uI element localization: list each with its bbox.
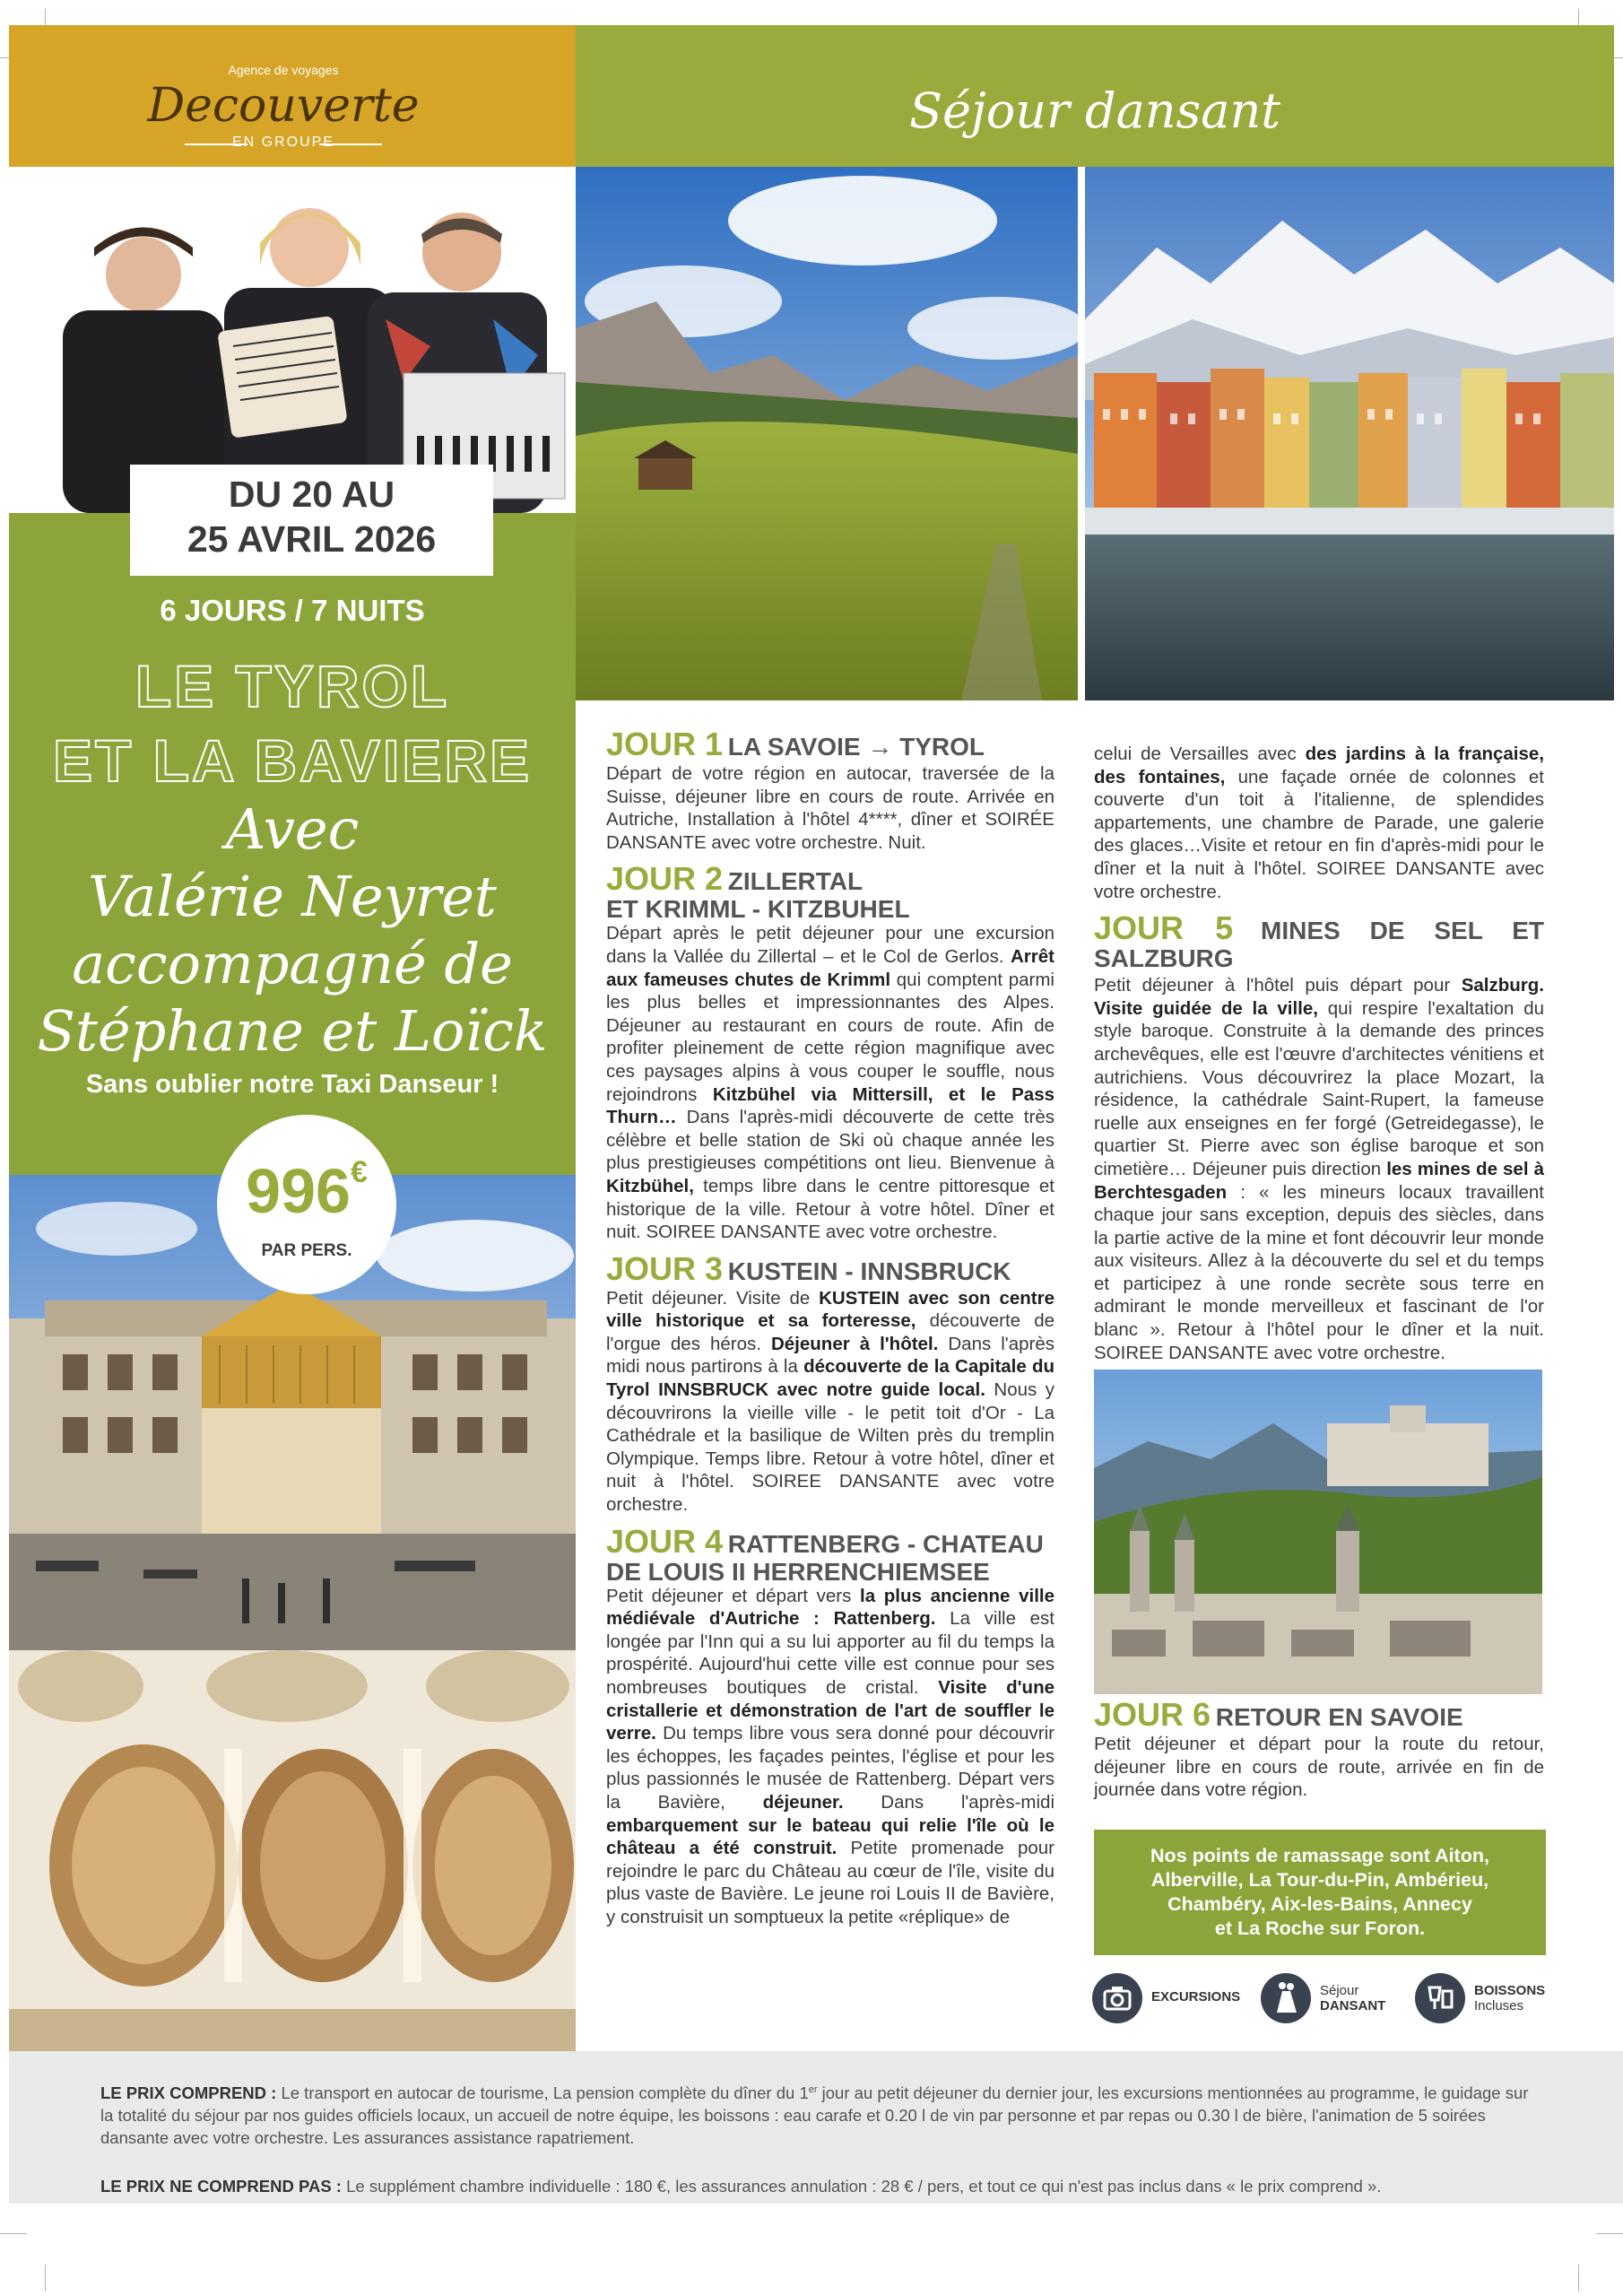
day-2-text: Départ après le petit déjeuner pour une excursion dans la Vallée du Zillertal – et le Col de Gerlos. Arrêt aux fameuses chutes de Krimml qui comptent parmi les plus belles et impressionnantes des Alpes. Déjeuner au restaurant en cours de route. Afin de profiter pleinement de cette région magnifique avec ces paysages alpins à vous couper le souffle, nous rejoindrons Kitzbühel via Mittersill, et le Pass Thurn… Dans l'après-midi découverte de cette très célèbre et belle station de Ski où chaque année les plus prestigieuses compétitions ont lieu. Bienvenue à Kitzbühel, temps libre dans le centre pittoresque et historique de la ville. Retour à votre hôtel. Dîner et nuit. SOIREE DANSANTE avec votre orchestre. (606, 923, 1055, 1243)
day-1-heading (606, 726, 1055, 762)
day-6-number: JOUR 6 (1094, 1696, 1211, 1733)
day-1-title: LA SAVOIE → TYROL (727, 733, 985, 761)
trip-duration: 6 JOURS / 7 NUITS (160, 594, 425, 627)
day-5-text: Petit déjeuner à l'hôtel puis départ pour Salzburg. Visite guidée de la ville, qui respire l'exaltation du style baroque. Construite à la demande des princes archevêques, elle est l'œuvre d'architectes vénitiens et autrichiens. Vous découvrirez la place Mozart, la résidence, la cathédrale Saint-Rupert, la fameuse ruelle aux enseignes en fer forgé (Getreidegasse), le quartier St. Pierre avec son église baroque et son cimetière… Déjeuner puis direction les mines de sel à Berchtesgaden : « les mineurs locaux travaillent chaque jour sans exception, depuis des siècles, dans la partie active de la mine et font découvrir leur monde aux visiteurs. Allez à la découverte du sel et du temps et participez à une ronde secrète sous terre en admirant le monde merveilleux et fascinant de l'or blanc ». Retour à l'hôtel pour le dîner et la nuit. SOIREE DANSANTE avec votre orchestre. (1094, 975, 1545, 1363)
pickup-line-4: et La Roche sur Foron. (1214, 1918, 1426, 1939)
day-3-title: KUSTEIN - INNSBRUCK (727, 1257, 1011, 1285)
day-4-text: Petit déjeuner et départ vers la plus ancienne ville médiévale d'Autriche : Rattenberg. La ville est longée par l'Inn qui a su lui apporter au fil du temps la prospérité. Aujourd'hui cette ville est connue pour ses nombreuses boutiques de cristal. Visite d'une cristallerie et démonstration de l'art de souffler le verre. Du temps libre vous sera donné pour découvrir les échoppes, les façades peintes, l'église et pour les plus passionnés le musée de Rattenberg. Départ vers la Bavière, déjeuner. Dans l'après-midi embarquement sur le bateau qui relie l'île où le château a été construit. Petite promenade pour rejoindre le parc du Château au cœur de l'île, visite du plus vaste de Bavière. Le jeune roi Louis II de Bavière, y construisit un somptueux la petite «réplique» de (606, 1585, 1055, 1927)
date-line-2: 25 AVRIL 2026 (187, 518, 437, 560)
logo-tagline: Agence de voyages (228, 63, 339, 77)
camera-icon (1092, 1973, 1142, 2023)
day-2-title-2: ET KRIMML - KITZBUHEL (606, 895, 910, 924)
pickup-points-box (1094, 1830, 1546, 1955)
day-1-number: JOUR 1 (606, 726, 724, 762)
pickup-line-2: Alberville, La Tour-du-Pin, Ambérieu, (1150, 1869, 1489, 1891)
day-4-heading (606, 1522, 1055, 1586)
price-excludes: LE PRIX NE COMPREND PAS : Le supplément chambre individuelle : 180 €, les assurances annulation : 28 € / pers, et tout ce qui n'est pas inclus dans « le prix comprend ». (100, 2177, 1382, 2196)
day-4-number: JOUR 4 (606, 1522, 724, 1560)
badge-boissons: BOISSONS Incluses (1474, 1983, 1546, 2013)
itinerary-column-2-end (1094, 1696, 1544, 1807)
day-2-heading (606, 860, 1055, 924)
taxi-danseur-note: Sans oublier notre Taxi Danseur ! (85, 1070, 499, 1099)
drinks-icon (1415, 1973, 1465, 2023)
day-6-text: Petit déjeuner et départ pour la route du retour, déjeuner libre en cours de route, arrivée en fin de journée dans votre région. (1094, 1734, 1544, 1801)
crop-mark (1578, 2265, 1579, 2292)
day-5-number: JOUR 5 (1094, 909, 1234, 947)
day-5-heading (1094, 909, 1545, 974)
performers-line-4: Stéphane et Loïck (37, 998, 548, 1064)
day-5-title: MINES DE SEL ET SALZBURG (1094, 917, 1545, 973)
day-4-title-1: RATTENBERG - CHATEAU (727, 1529, 1044, 1558)
salzburg-photo (1094, 1370, 1542, 1694)
innsbruck-river-photo (1085, 167, 1614, 700)
day-2-number: JOUR 2 (606, 860, 724, 898)
price-currency: € (350, 1155, 368, 1189)
day-2-title-1: ZILLERTAL (727, 867, 864, 896)
badge-sejour: Séjour DANSANT (1320, 1983, 1386, 2013)
alpine-meadow-photo (576, 167, 1078, 700)
day-6-heading (1094, 1696, 1544, 1733)
day-3-text: Petit déjeuner. Visite de KUSTEIN avec son centre ville historique et sa forteresse, découverte de l'orgue des héros. Déjeuner à l'hôtel. Dans l'après midi nous partirons à la découverte de la Capitale du Tyrol INNSBRUCK avec notre guide local. Nous y découvrirons la vieille ville - le petit toit d'Or - La Cathédrale et la basilique de Wilten près du tremplin Olympique. Temps libre. Retour à votre hôtel, dîner et nuit à l'hôtel. SOIREE DANSANTE avec votre orchestre. (606, 1287, 1055, 1516)
day-3-heading (606, 1249, 1055, 1287)
pickup-line-3: Chambéry, Aix-les-Bains, Annecy (1167, 1893, 1472, 1915)
day-6-title: RETOUR EN SAVOIE (1215, 1703, 1463, 1731)
pickup-line-1: Nos points de ramassage sont Aiton, (1150, 1845, 1489, 1866)
itinerary-column-1 (606, 728, 1055, 1935)
day-1-text: Départ de votre région en autocar, traversée de la Suisse, déjeuner libre en cours de route. Arrivée en Autriche, Installation à l'hôtel 4****, dîner et SOIRÉE DANSANTE avec votre orchestre. Nuit. (606, 763, 1055, 853)
badge-excursions: EXCURSIONS (1151, 1989, 1241, 2005)
day-3-number: JOUR 3 (606, 1249, 724, 1287)
performers-line-2: Valérie Neyret (88, 864, 497, 929)
crop-mark (1596, 2233, 1623, 2234)
price-includes: LE PRIX COMPREND : Le transport en autocar de tourisme, La pension complète du dîner du 1er jour au petit déjeuner du dernier jour, les excursions mentionnées au programme, le guidage sur la totalité du séjour par nos guides officiels locaux, un accueil de notre équipe, les boissons : eau carafe et 0.20 l de vin par personne et par repas ou 0.30 l de bière, l'animation de 5 soirées dansante avec votre orchestre. Les assurances assistance rapatriement. (100, 2083, 1529, 2148)
price-unit: PAR PERS. (261, 1241, 352, 1260)
performers-line-3: accompagné de (72, 931, 513, 996)
trip-title-line-2: ET LA BAVIERE (52, 727, 533, 794)
page-title: Séjour dansant (909, 83, 1280, 139)
day-4-text-continued: celui de Versailles avec des jardins à la française, des fontaines, une façade ornée de colonnes et couverte d'un toit à l'italienne, de splendides appartements, une chambre de Parade, une galerie des glaces…Visite et retour en fin d'après-midi pour le dîner et la nuit à l'hôtel. SOIREE DANSANTE avec votre orchestre. (1094, 744, 1544, 902)
trip-title-line-1: LE TYROL (135, 653, 450, 719)
day-4-title-2: DE LOUIS II HERRENCHIEMSEE (606, 1557, 990, 1586)
date-line-1: DU 20 AU (228, 474, 395, 515)
performers-line-1: Avec (225, 796, 360, 862)
logo-subtitle: EN GROUPE (231, 135, 334, 150)
basilica-ceiling-photo (9, 1650, 576, 2051)
crop-mark (45, 2265, 46, 2292)
crop-mark (0, 2233, 27, 2234)
logo-wordmark: Decouverte (147, 79, 420, 133)
musicians-photo (9, 167, 576, 513)
itinerary-column-2 (1094, 743, 1544, 1370)
dancing-couple-icon (1261, 1973, 1311, 2023)
price-amount: 996€ (246, 1155, 368, 1226)
